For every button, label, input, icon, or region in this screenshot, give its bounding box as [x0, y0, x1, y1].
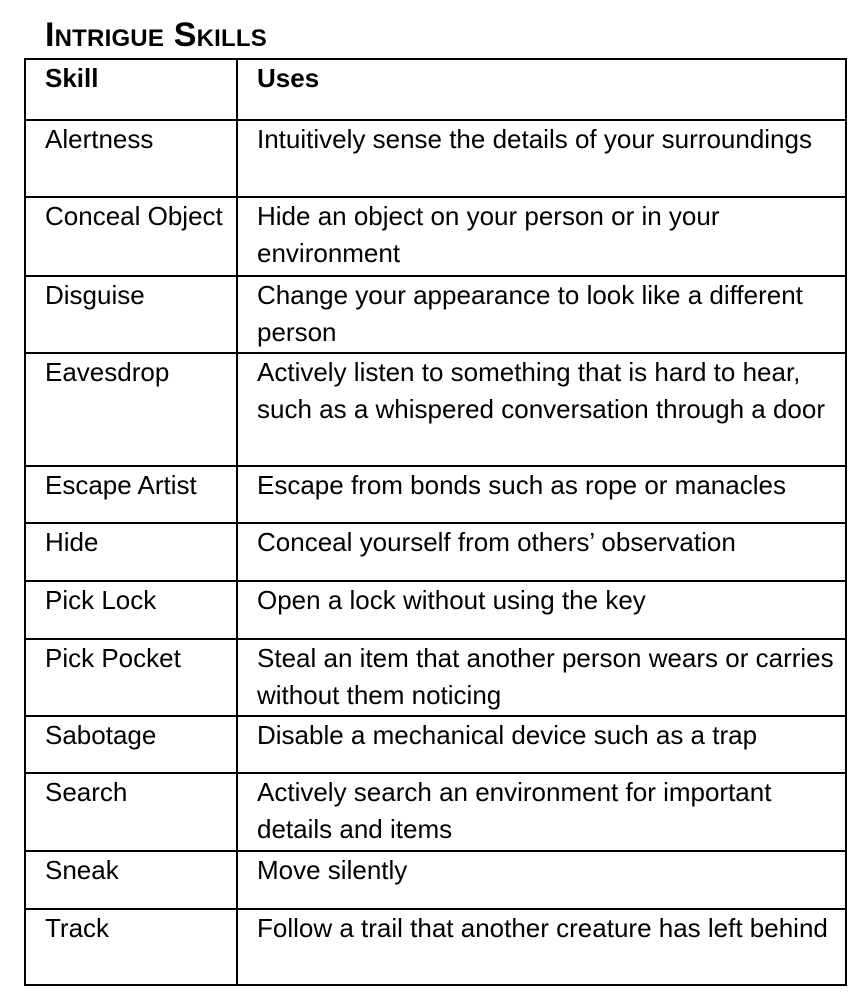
skill-name-cell: Alertness: [25, 120, 237, 197]
skill-name-cell: Eavesdrop: [25, 353, 237, 466]
table-row: [25, 523, 846, 581]
skill-name-cell: Sneak: [25, 851, 237, 909]
skill-uses-cell: Open a lock without using the key: [237, 581, 846, 639]
skill-name-cell: Pick Lock: [25, 581, 237, 639]
table-row: [25, 716, 846, 773]
table-row: [25, 851, 846, 909]
table-row: [25, 639, 846, 716]
skill-uses-cell: Conceal yourself from others’ observation: [237, 523, 846, 581]
table-row: [25, 581, 846, 639]
skill-uses-cell: Follow a trail that another creature has left behind: [237, 909, 846, 985]
skill-name-cell: Hide: [25, 523, 237, 581]
skills-table: [24, 58, 847, 986]
table-row: [25, 466, 846, 523]
skill-uses-cell: Actively listen to something that is hard to hear, such as a whispered conversation through a door: [237, 353, 846, 466]
skill-uses-cell: Escape from bonds such as rope or manacles: [237, 466, 846, 523]
skill-uses-cell: Change your appearance to look like a different person: [237, 276, 846, 353]
skill-uses-cell: Intuitively sense the details of your surroundings: [237, 120, 846, 197]
skill-uses-cell: Hide an object on your person or in your environment: [237, 197, 846, 276]
table-header-row: [25, 59, 846, 120]
table-row: [25, 120, 846, 197]
skill-uses-cell: Actively search an environment for important details and items: [237, 773, 846, 851]
table-row: [25, 773, 846, 851]
skill-name-cell: Search: [25, 773, 237, 851]
column-header-uses: Uses: [237, 59, 846, 120]
skill-uses-cell: Steal an item that another person wears or carries without them noticing: [237, 639, 846, 716]
skill-name-cell: Track: [25, 909, 237, 985]
skill-uses-cell: Move silently: [237, 851, 846, 909]
column-header-skill: Skill: [25, 59, 237, 120]
page-title: Intrigue Skills: [45, 16, 267, 54]
skill-name-cell: Pick Pocket: [25, 639, 237, 716]
table-row: [25, 353, 846, 466]
table-row: [25, 909, 846, 985]
table-row: [25, 197, 846, 276]
table-row: [25, 276, 846, 353]
skill-name-cell: Conceal Object: [25, 197, 237, 276]
table-body: [25, 120, 846, 985]
skill-name-cell: Sabotage: [25, 716, 237, 773]
skill-name-cell: Escape Artist: [25, 466, 237, 523]
skill-name-cell: Disguise: [25, 276, 237, 353]
skill-uses-cell: Disable a mechanical device such as a trap: [237, 716, 846, 773]
